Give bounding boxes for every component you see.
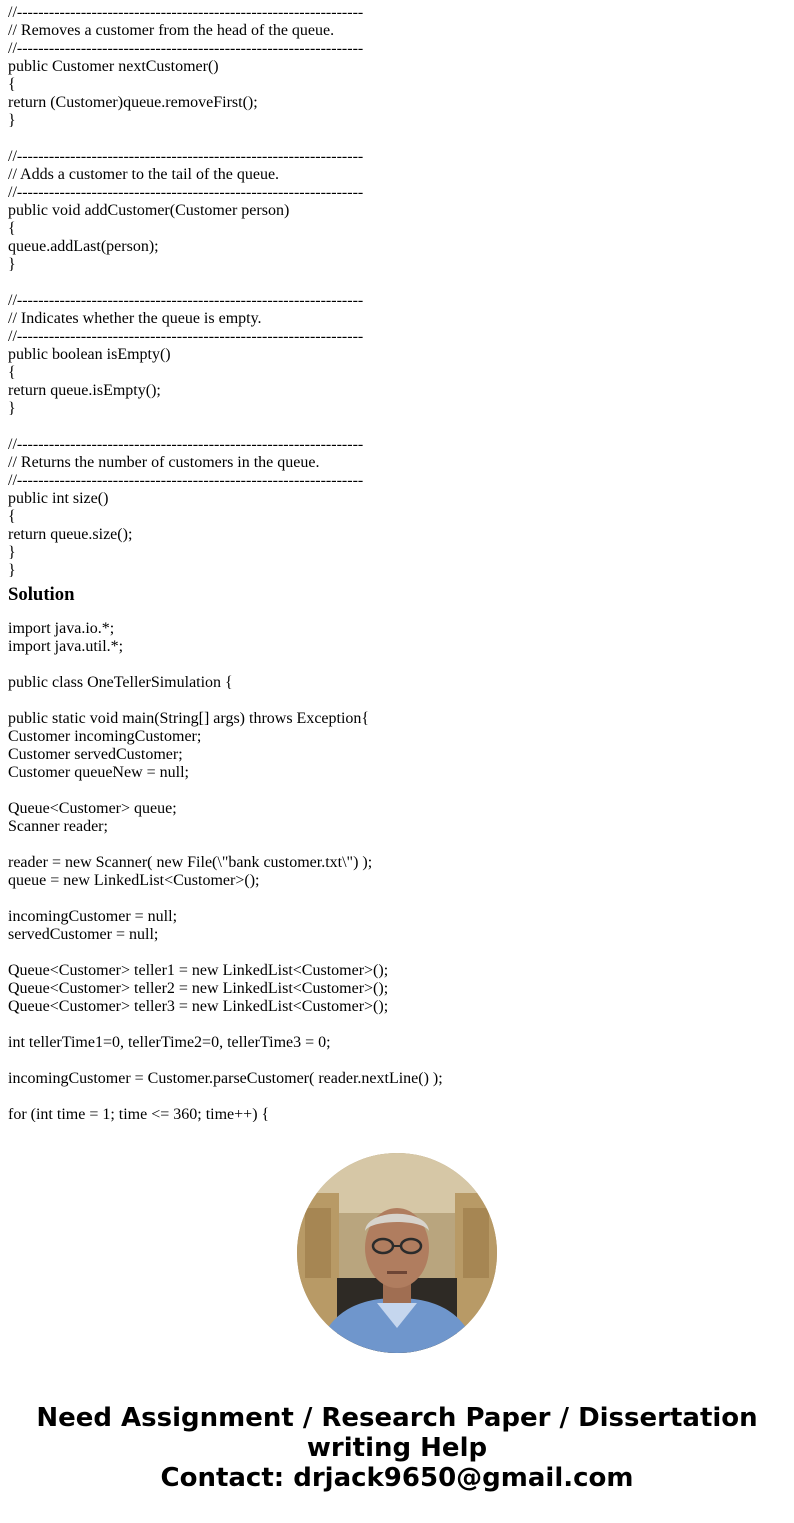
solution-heading: Solution <box>8 584 75 605</box>
code-line: Scanner reader; <box>8 818 108 835</box>
code-line: { <box>8 364 16 381</box>
code-line: int tellerTime1=0, tellerTime2=0, tellerTime3 = 0; <box>8 1034 331 1051</box>
code-line: //----------------------------------------------------------------- <box>8 472 364 489</box>
code-line <box>8 836 788 854</box>
code-line: public int size() <box>8 490 109 507</box>
code-line: incomingCustomer = null; <box>8 908 178 925</box>
code-line: return (Customer)queue.removeFirst(); <box>8 94 258 111</box>
document-body <box>8 4 788 1122</box>
code-line: public class OneTellerSimulation { <box>8 674 233 691</box>
code-line: // Adds a customer to the tail of the queue. <box>8 166 280 183</box>
code-line: public void addCustomer(Customer person) <box>8 202 290 219</box>
code-line: reader = new Scanner( new File(\"bank customer.txt\") ); <box>8 854 373 871</box>
code-line: //----------------------------------------------------------------- <box>8 40 364 57</box>
contact-banner <box>0 1403 794 1493</box>
code-line: public static void main(String[] args) throws Exception{ <box>8 710 370 727</box>
code-line: { <box>8 220 16 237</box>
code-line: //----------------------------------------------------------------- <box>8 4 364 21</box>
code-line: Customer incomingCustomer; <box>8 728 202 745</box>
contact-banner-line-1: Need Assignment / Research Paper / Dissertation <box>36 1403 758 1433</box>
code-line <box>8 1052 788 1070</box>
code-line: } <box>8 400 16 417</box>
code-line: queue = new LinkedList<Customer>(); <box>8 872 260 889</box>
code-line: } <box>8 256 16 273</box>
code-line: } <box>8 112 16 129</box>
code-line: { <box>8 508 16 525</box>
contact-banner-line-2: writing Help <box>306 1433 488 1463</box>
code-line <box>8 944 788 962</box>
code-line <box>8 130 788 148</box>
code-line: // Returns the number of customers in the queue. <box>8 454 320 471</box>
code-line: public boolean isEmpty() <box>8 346 171 363</box>
code-line: //----------------------------------------------------------------- <box>8 292 364 309</box>
code-line <box>8 1016 788 1034</box>
code-line: public Customer nextCustomer() <box>8 58 219 75</box>
code-line <box>8 1088 788 1106</box>
code-line <box>8 782 788 800</box>
code-line: // Indicates whether the queue is empty. <box>8 310 262 327</box>
code-line: incomingCustomer = Customer.parseCustomer( reader.nextLine() ); <box>8 1070 443 1087</box>
code-line: } <box>8 562 16 579</box>
code-line: return queue.size(); <box>8 526 133 543</box>
code-line: import java.util.*; <box>8 638 124 655</box>
code-line: return queue.isEmpty(); <box>8 382 161 399</box>
code-line: //----------------------------------------------------------------- <box>8 184 364 201</box>
code-line: import java.io.*; <box>8 620 115 637</box>
code-line: //----------------------------------------------------------------- <box>8 148 364 165</box>
code-line: Queue<Customer> teller3 = new LinkedList<Customer>(); <box>8 998 389 1015</box>
code-line: { <box>8 76 16 93</box>
code-line: //----------------------------------------------------------------- <box>8 436 364 453</box>
contact-banner-line-3: Contact: drjack9650@gmail.com <box>160 1463 634 1493</box>
code-line <box>8 274 788 292</box>
code-line: // Removes a customer from the head of the queue. <box>8 22 335 39</box>
code-line: Customer queueNew = null; <box>8 764 189 781</box>
code-line: Customer servedCustomer; <box>8 746 183 763</box>
code-line: queue.addLast(person); <box>8 238 159 255</box>
code-line: Queue<Customer> teller2 = new LinkedList<Customer>(); <box>8 980 389 997</box>
code-line <box>8 890 788 908</box>
code-line: Queue<Customer> teller1 = new LinkedList<Customer>(); <box>8 962 389 979</box>
code-line: for (int time = 1; time <= 360; time++) { <box>8 1106 270 1122</box>
code-line: //----------------------------------------------------------------- <box>8 328 364 345</box>
author-photo <box>297 1153 497 1353</box>
code-line <box>8 418 788 436</box>
solution-code <box>8 620 788 1122</box>
code-line <box>8 656 788 674</box>
code-line: Queue<Customer> queue; <box>8 800 177 817</box>
code-line: servedCustomer = null; <box>8 926 159 943</box>
queue-methods-code <box>8 4 788 580</box>
code-line: } <box>8 544 16 561</box>
code-line <box>8 692 788 710</box>
